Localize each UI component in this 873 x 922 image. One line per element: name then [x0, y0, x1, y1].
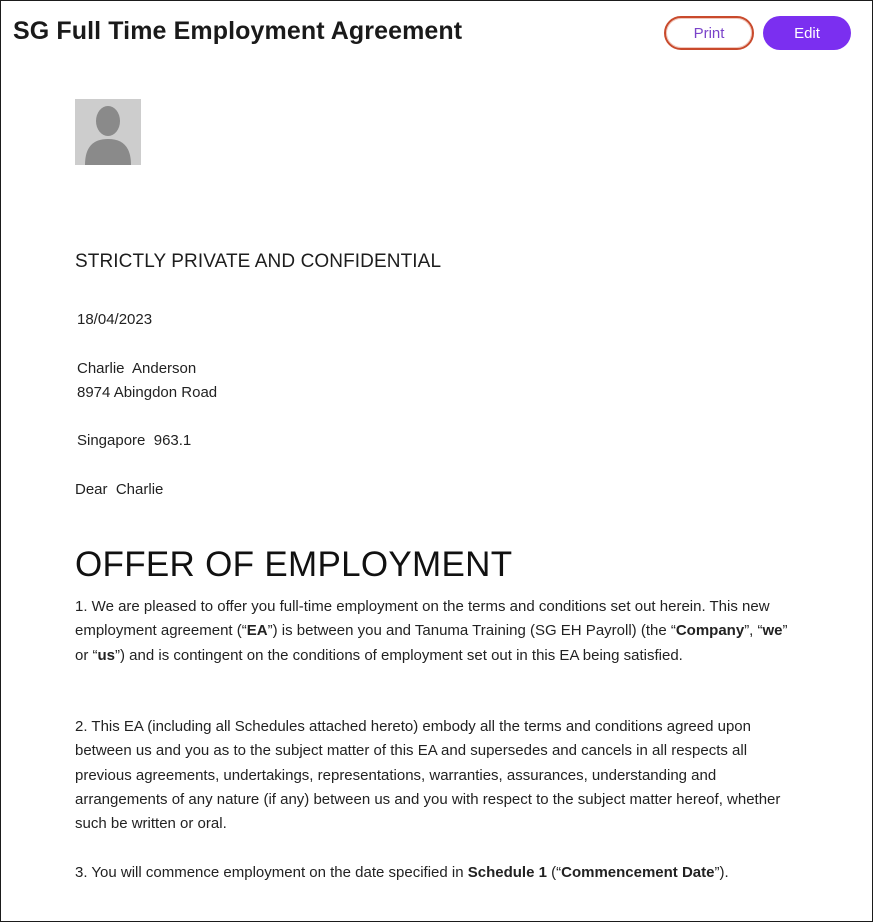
- clause-3: 3. You will commence employment on the date specified in Schedule 1 (“Commencement Date”).: [75, 864, 729, 881]
- address-line-1: 8974 Abingdon Road: [77, 384, 218, 401]
- clause-2: 2. This EA (including all Schedules attached hereto) embody all the terms and conditions agreed upon between us and you as to the subject matter of this EA and supersedes and cancels in all respects all previous agreements, undertakings, representations, warranties, assurances, understanding and arrangements of any nature (if any) between us and you with respect to the subject matter hereof, whether such be written or oral.: [75, 718, 781, 833]
- salutation: Dear Charlie: [75, 481, 164, 498]
- edit-button[interactable]: Edit: [763, 16, 851, 50]
- header-bar: [1, 1, 872, 69]
- letter-date: 18/04/2023: [77, 311, 153, 328]
- address-line-2: Singapore 963.1: [77, 432, 192, 449]
- avatar-placeholder-icon: [75, 99, 141, 165]
- clause-1: 1. We are pleased to offer you full-time employment on the terms and conditions set out herein. This new employment agreement (“EA”) is between you and Tanuma Training (SG EH Payroll) (the “Company”, “we” or “us”) and is contingent on the conditions of employment set out in this EA being satisfied.: [75, 598, 788, 664]
- page-title: SG Full Time Employment Agreement: [13, 17, 463, 45]
- section-heading: OFFER OF EMPLOYMENT: [75, 545, 513, 584]
- recipient-name: Charlie Anderson: [77, 360, 197, 377]
- confidential-notice: STRICTLY PRIVATE AND CONFIDENTIAL: [75, 251, 442, 272]
- print-button[interactable]: Print: [664, 16, 754, 50]
